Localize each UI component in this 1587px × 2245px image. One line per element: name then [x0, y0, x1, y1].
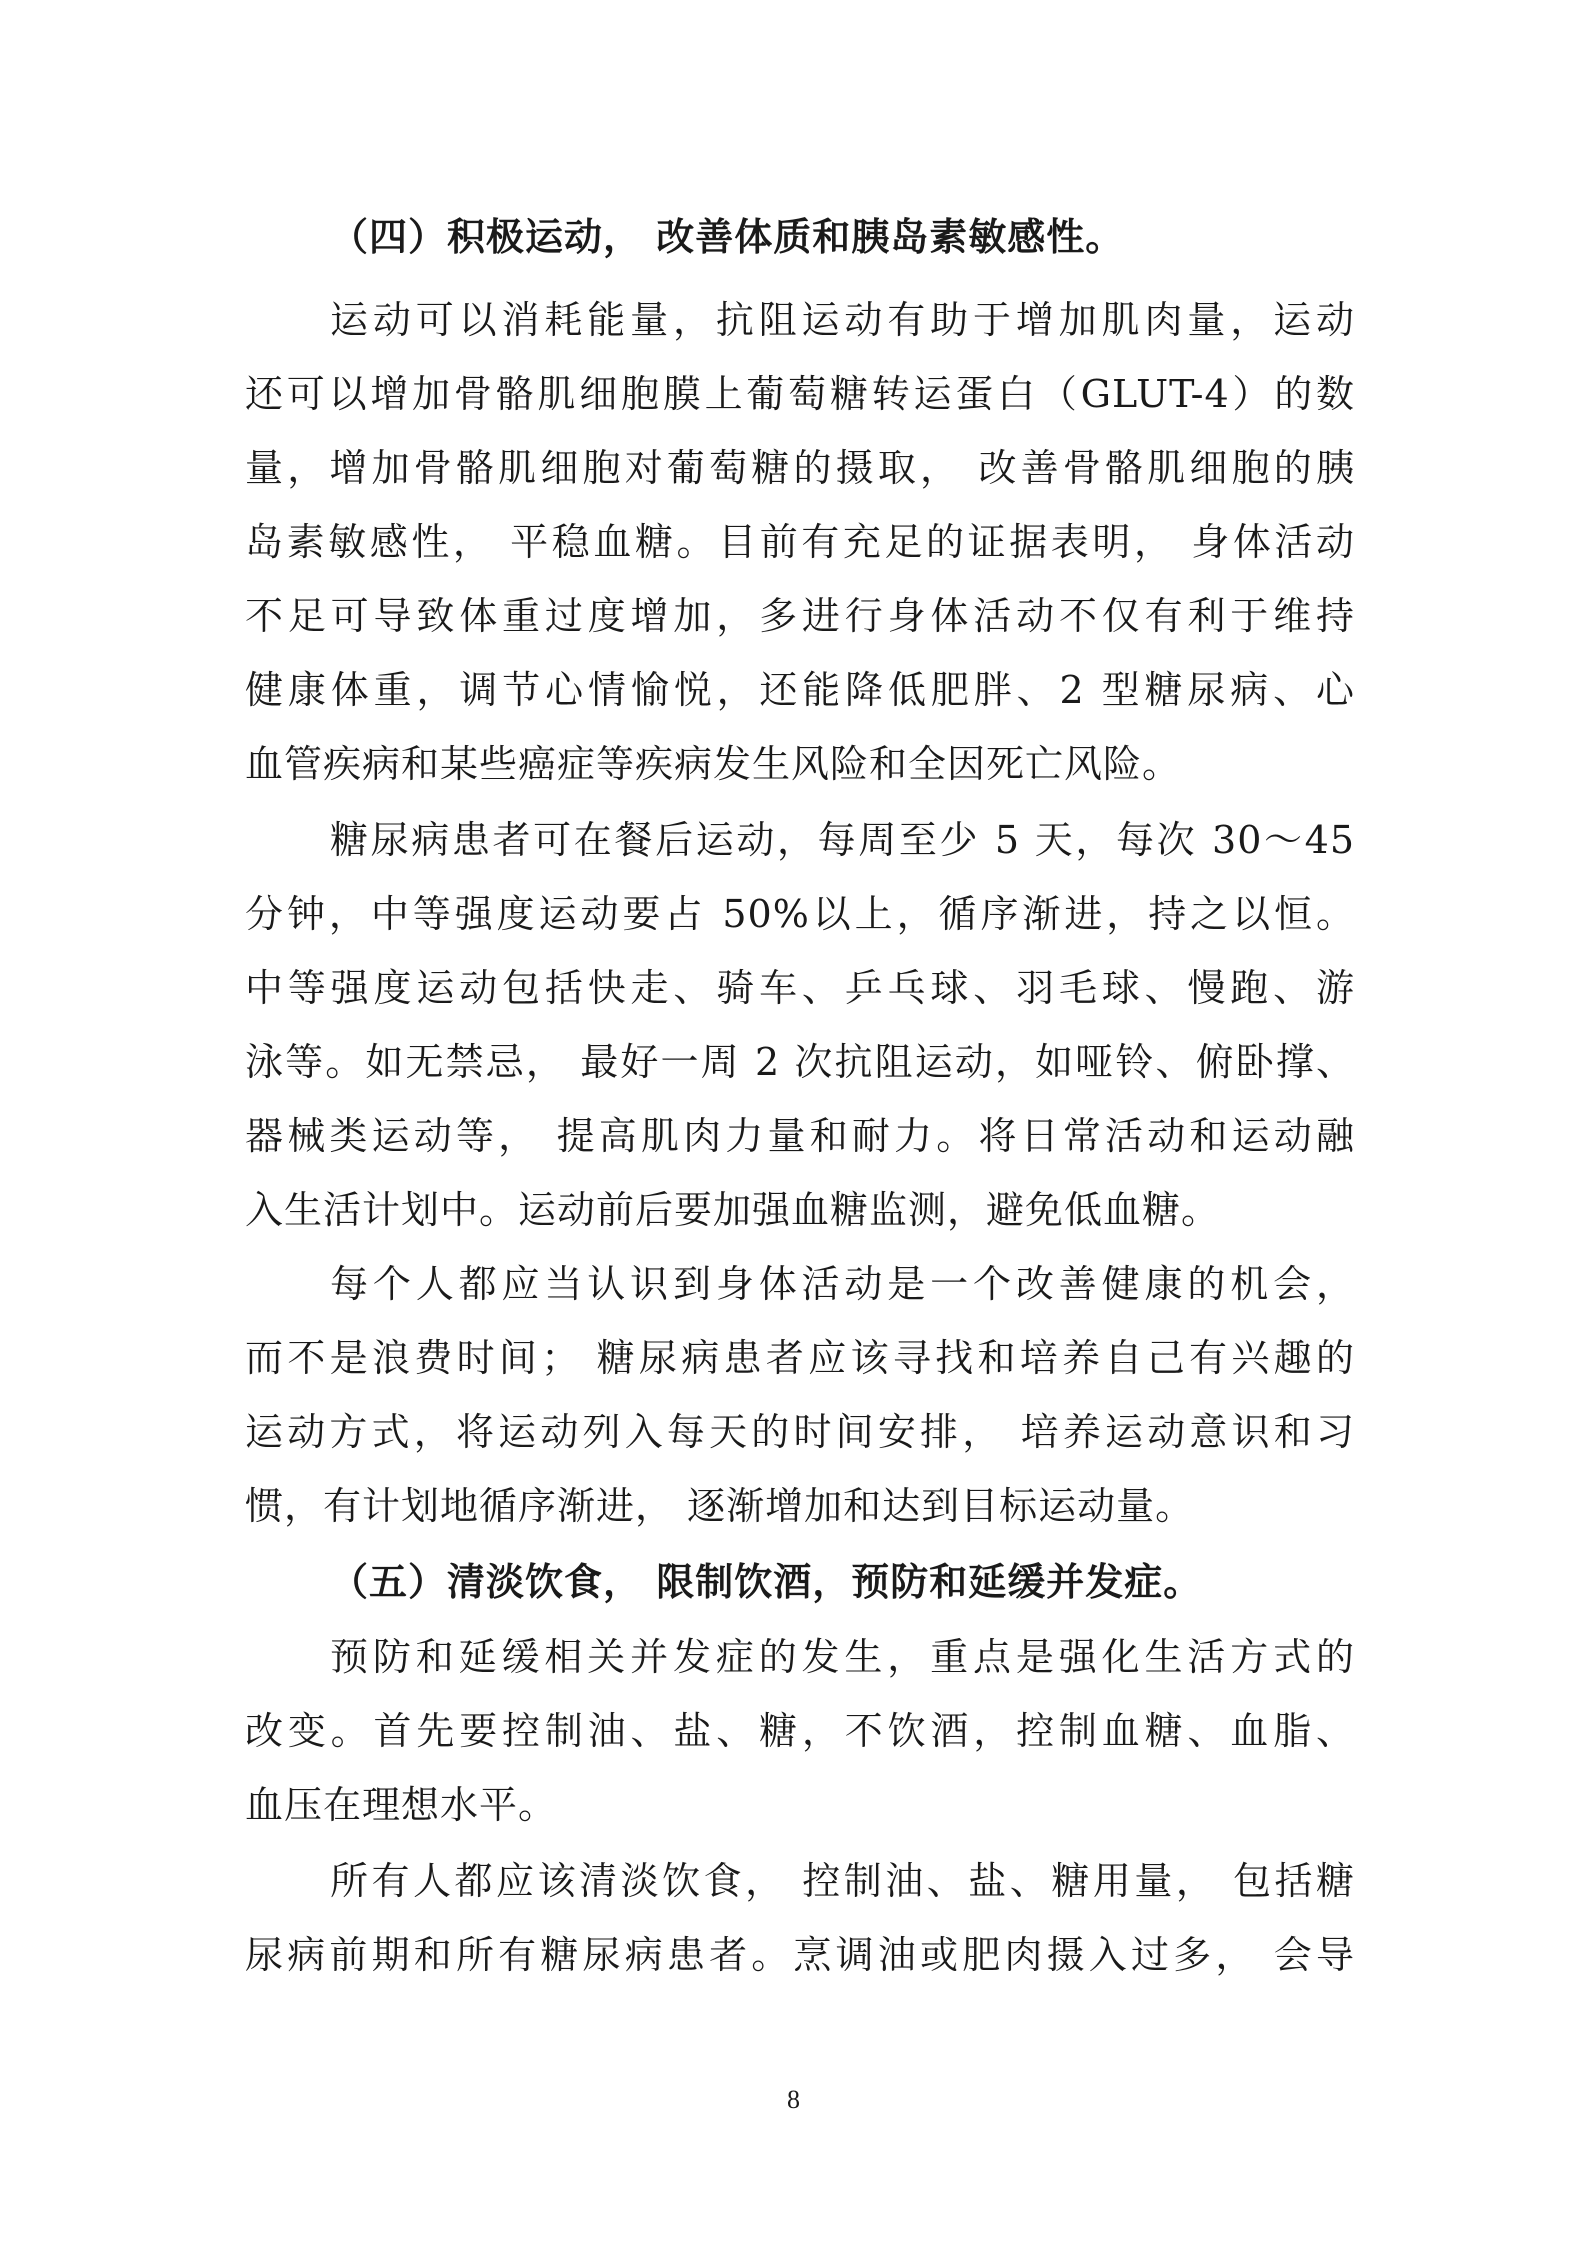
paragraph-line: 不足可导致体重过度增加，多进行身体活动不仅有利于维持: [245, 594, 1355, 638]
paragraph-line: 预防和延缓相关并发症的发生，重点是强化生活方式的: [330, 1635, 1355, 1679]
paragraph-line: 尿病前期和所有糖尿病患者。烹调油或肥肉摄入过多， 会导: [245, 1933, 1355, 1977]
paragraph-line: 每个人都应当认识到身体活动是一个改善健康的机会，: [330, 1262, 1355, 1306]
paragraph-line: 量，增加骨骼肌细胞对葡萄糖的摄取， 改善骨骼肌细胞的胰: [245, 446, 1355, 490]
paragraph-line: 器械类运动等， 提高肌肉力量和耐力。将日常活动和运动融: [245, 1114, 1355, 1158]
paragraph-line: 还可以增加骨骼肌细胞膜上葡萄糖转运蛋白（GLUT-4）的数: [245, 372, 1355, 416]
page-number: 8: [787, 2085, 800, 2114]
paragraph-line: 分钟，中等强度运动要占 50%以上，循序渐进，持之以恒。: [245, 892, 1355, 936]
paragraph-line: 惯，有计划地循序渐进， 逐渐增加和达到目标运动量。: [245, 1484, 1195, 1528]
paragraph-line: 运动方式，将运动列入每天的时间安排， 培养运动意识和习: [245, 1410, 1355, 1454]
paragraph-line: 岛素敏感性， 平稳血糖。目前有充足的证据表明， 身体活动: [245, 520, 1355, 564]
section-heading: （五）清淡饮食， 限制饮酒，预防和延缓并发症。: [330, 1559, 1203, 1604]
paragraph-line: 血压在理想水平。: [245, 1783, 558, 1827]
paragraph-line: 血管疾病和某些癌症等疾病发生风险和全因死亡风险。: [245, 742, 1182, 786]
paragraph-line: 健康体重，调节心情愉悦，还能降低肥胖、2 型糖尿病、心: [245, 668, 1355, 712]
section-heading: （四）积极运动， 改善体质和胰岛素敏感性。: [330, 214, 1125, 259]
paragraph-line: 改变。首先要控制油、盐、糖，不饮酒，控制血糖、血脂、: [245, 1709, 1355, 1753]
paragraph-line: 而不是浪费时间； 糖尿病患者应该寻找和培养自己有兴趣的: [245, 1336, 1355, 1380]
paragraph-line: 糖尿病患者可在餐后运动，每周至少 5 天，每次 30～45: [330, 818, 1355, 862]
paragraph-line: 泳等。如无禁忌， 最好一周 2 次抗阻运动，如哑铃、俯卧撑、: [245, 1040, 1355, 1084]
paragraph-line: 所有人都应该清淡饮食， 控制油、盐、糖用量， 包括糖: [330, 1859, 1355, 1903]
paragraph-line: 入生活计划中。运动前后要加强血糖监测，避免低血糖。: [245, 1188, 1221, 1232]
paragraph-line: 运动可以消耗能量，抗阻运动有助于增加肌肉量，运动: [330, 298, 1355, 342]
paragraph-line: 中等强度运动包括快走、骑车、乒乓球、羽毛球、慢跑、游: [245, 966, 1355, 1010]
